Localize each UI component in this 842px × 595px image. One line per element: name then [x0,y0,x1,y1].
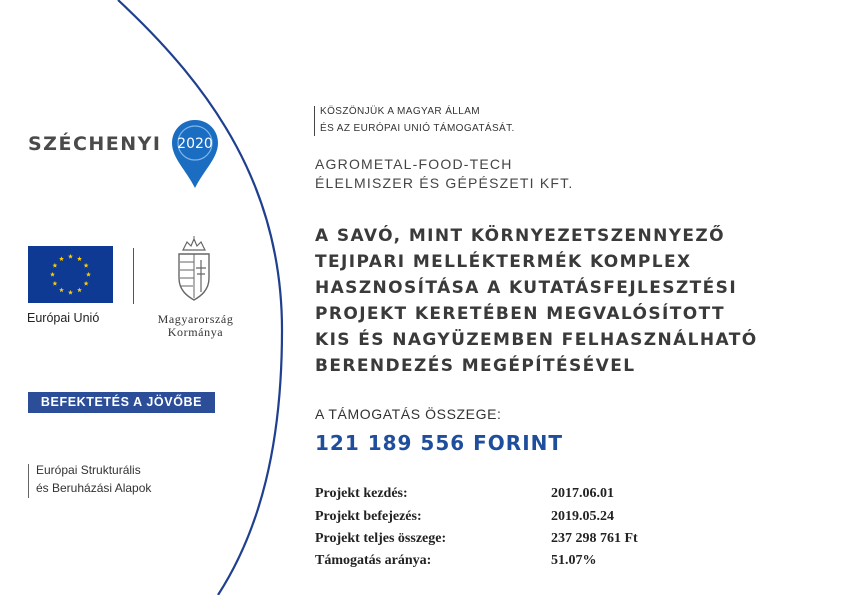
szechenyi-logo-text: SZÉCHENYI [28,133,162,155]
szechenyi-year: 2020 [177,136,213,152]
thanks-line1: KÖSZÖNJÜK A MAGYAR ÁLLAM [320,106,481,117]
project-title-line: BERENDEZÉS MEGÉPÍTÉSÉVEL [315,356,636,376]
fund-label-line2: és Beruházási Alapok [36,481,152,495]
project-title-line: TEJIPARI MELLÉKTERMÉK KOMPLEX [315,252,692,272]
project-title-line: HASZNOSÍTÁSA A KUTATÁSFEJLESZTÉSI [315,278,738,298]
szechenyi-pin-icon [170,118,220,190]
detail-value: 51.07% [551,553,597,568]
company-name-line1: AGROMETAL-FOOD-TECH [315,156,513,172]
detail-label: Projekt kezdés: [315,486,408,501]
detail-label: Támogatás aránya: [315,553,432,568]
project-title-line: PROJEKT KERETÉBEN MEGVALÓSÍTOTT [315,304,725,324]
fund-label-line1: Európai Strukturális [36,463,141,477]
detail-value: 237 298 761 Ft [551,531,638,546]
company-name-line2: ÉLELMISZER ÉS GÉPÉSZETI KFT. [315,175,574,191]
support-amount-value: 121 189 556 FORINT [315,431,564,455]
detail-label: Projekt befejezés: [315,509,422,524]
thanks-divider [314,106,315,136]
project-title-line: A SAVÓ, MINT KÖRNYEZETSZENNYEZŐ [315,226,725,246]
detail-value: 2017.06.01 [551,486,614,501]
logo-divider [133,248,134,304]
support-amount-label: A TÁMOGATÁS ÖSSZEGE: [315,406,502,422]
detail-value: 2019.05.24 [551,509,614,524]
invest-future-badge: BEFEKTETÉS A JÖVŐBE [28,392,215,413]
government-label-line1: Magyarország [157,312,234,326]
project-title-line: KIS ÉS NAGYÜZEMBEN FELHASZNÁLHATÓ [315,330,758,350]
thanks-line2: ÉS AZ EURÓPAI UNIÓ TÁMOGATÁSÁT. [320,123,515,134]
coat-of-arms-icon [171,236,217,302]
government-label-line2: Kormánya [167,325,224,339]
eu-label: Európai Unió [27,311,100,325]
fund-divider [28,464,29,498]
detail-label: Projekt teljes összege: [315,531,447,546]
eu-flag-icon [28,246,113,303]
